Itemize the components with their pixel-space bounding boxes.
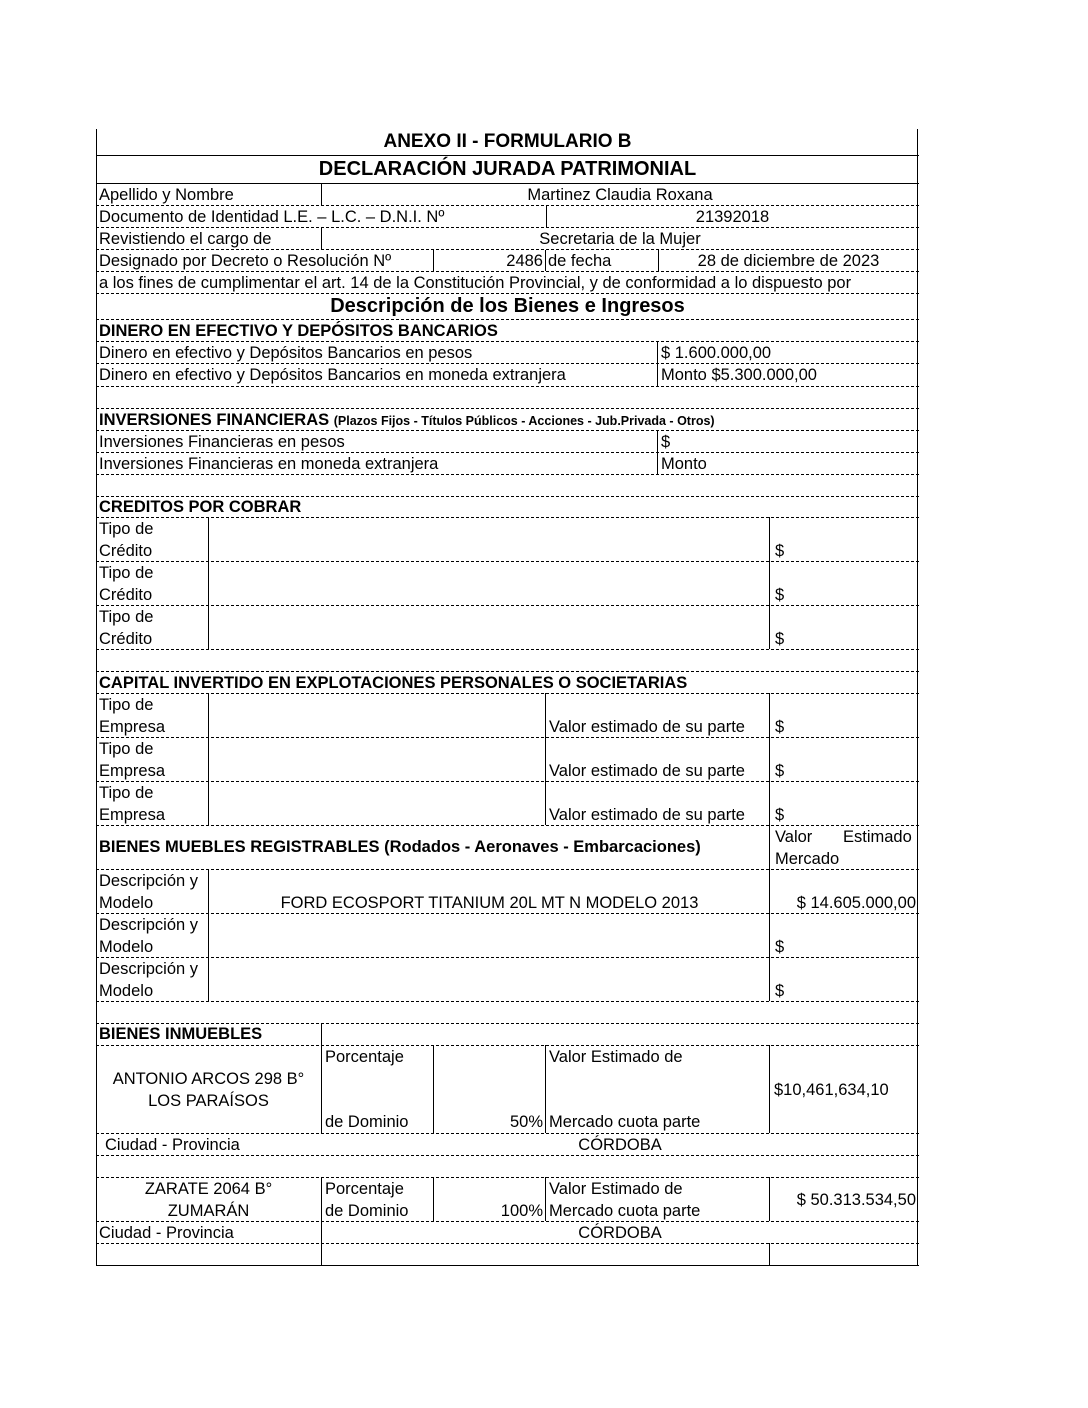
divider xyxy=(96,561,919,562)
cell-divider xyxy=(321,1023,322,1133)
divider xyxy=(96,1265,919,1266)
mueble-description-label: Descripción y xyxy=(99,872,199,890)
inversiones-pesos-label: Inversiones Financieras en pesos xyxy=(99,433,345,451)
mueble-amount: $ xyxy=(775,938,785,956)
inversiones-extranjera-label: Inversiones Financieras en moneda extranjera xyxy=(99,455,439,473)
porcentaje-label: de Dominio xyxy=(325,1202,409,1220)
mueble-description-label: Modelo xyxy=(99,982,154,1000)
empresa-type-label: Empresa xyxy=(99,806,166,824)
decreto-label: Designado por Decreto o Resolución Nº xyxy=(99,252,392,270)
document-value: 21392018 xyxy=(695,208,770,226)
porcentaje-value: 100% xyxy=(500,1202,543,1220)
valor-estimado-label: Valor Estimado de xyxy=(549,1048,683,1066)
section-title: Descripción de los Bienes e Ingresos xyxy=(330,295,685,317)
empresa-amount: $ xyxy=(775,762,785,780)
inmueble-amount: $ 50.313.534,50 xyxy=(796,1191,916,1209)
porcentaje-value: 50% xyxy=(509,1113,543,1131)
mueble-description-label: Descripción y xyxy=(99,916,199,934)
cell-divider xyxy=(769,1243,770,1265)
dinero-extranjera-value: Monto $5.300.000,00 xyxy=(661,366,817,384)
credito-type-label: Tipo de xyxy=(99,608,154,626)
cell-divider xyxy=(769,1177,770,1221)
cargo-label: Revistiendo el cargo de xyxy=(99,230,272,248)
ciudad-label: Ciudad - Provincia xyxy=(105,1136,240,1154)
mueble-description-value: FORD ECOSPORT TITANIUM 20L MT N MODELO 2013 xyxy=(280,894,699,912)
credito-amount: $ xyxy=(775,586,785,604)
dinero-extranjera-label: Dinero en efectivo y Depósitos Bancarios en moneda extranjera xyxy=(99,366,566,384)
declaracion-jurada-form xyxy=(96,0,919,1408)
porcentaje-label: de Dominio xyxy=(325,1113,409,1131)
valor-estimado-label: Mercado cuota parte xyxy=(549,1202,701,1220)
divider xyxy=(96,386,919,387)
empresa-amount: $ xyxy=(775,806,785,824)
ciudad-value: CÓRDOBA xyxy=(578,1224,662,1242)
porcentaje-label: Porcentaje xyxy=(325,1048,404,1066)
cell-divider xyxy=(545,693,546,825)
credito-type-label: Tipo de xyxy=(99,520,154,538)
document-label: Documento de Identidad L.E. – L.C. – D.N.I. Nº xyxy=(99,208,445,226)
muebles-valor-label: Estimado xyxy=(843,828,912,846)
ciudad-value: CÓRDOBA xyxy=(578,1136,662,1154)
credito-amount: $ xyxy=(775,630,785,648)
cell-divider xyxy=(769,693,770,825)
porcentaje-label: Porcentaje xyxy=(325,1180,404,1198)
divider xyxy=(96,913,919,914)
cell-divider xyxy=(208,693,209,825)
credito-type-label: Crédito xyxy=(99,586,153,604)
mueble-description-label: Modelo xyxy=(99,938,154,956)
divider xyxy=(96,693,919,694)
cell-divider xyxy=(321,184,322,205)
inversiones-heading xyxy=(99,409,715,432)
valor-estimado-label: Valor Estimado de xyxy=(549,1180,683,1198)
credito-type-label: Crédito xyxy=(99,542,153,560)
capital-heading: CAPITAL INVERTIDO EN EXPLOTACIONES PERSONALES O SOCIETARIAS xyxy=(99,674,688,692)
cell-divider xyxy=(545,1045,546,1133)
cell-divider xyxy=(433,250,434,271)
inmuebles-heading: BIENES INMUEBLES xyxy=(99,1025,263,1043)
divider xyxy=(96,605,919,606)
empresa-type-label: Tipo de xyxy=(99,740,154,758)
divider xyxy=(96,869,919,870)
cell-divider xyxy=(321,228,322,249)
form-title: DECLARACIÓN JURADA PATRIMONIAL xyxy=(318,158,697,180)
mueble-amount: $ xyxy=(775,982,785,1000)
fines-text: a los fines de cumplimentar el art. 14 de la Constitución Provincial, y de conformidad a lo dispuesto por xyxy=(99,274,852,292)
name-value: Martinez Claudia Roxana xyxy=(527,186,713,204)
valor-estimado-label: Valor estimado de su parte xyxy=(549,762,745,780)
valor-estimado-label: Valor estimado de su parte xyxy=(549,806,745,824)
inversiones-heading-main: INVERSIONES FINANCIERAS xyxy=(99,411,330,429)
divider xyxy=(96,517,919,518)
credito-type-label: Tipo de xyxy=(99,564,154,582)
inmueble-address: LOS PARAÍSOS xyxy=(148,1092,269,1110)
cargo-value: Secretaria de la Mujer xyxy=(539,230,701,248)
dinero-pesos-label: Dinero en efectivo y Depósitos Bancarios en pesos xyxy=(99,344,473,362)
divider xyxy=(96,957,919,958)
inmueble-address: ANTONIO ARCOS 298 B° xyxy=(112,1070,305,1088)
mueble-description-label: Modelo xyxy=(99,894,154,912)
divider xyxy=(96,293,919,294)
mueble-description-label: Descripción y xyxy=(99,960,199,978)
cell-divider xyxy=(769,1045,770,1133)
empresa-type-label: Empresa xyxy=(99,762,166,780)
divider xyxy=(96,737,919,738)
inmueble-address: ZUMARÁN xyxy=(167,1202,250,1220)
divider xyxy=(96,474,919,475)
cell-divider xyxy=(208,517,209,649)
divider xyxy=(96,1001,919,1002)
fecha-label: de fecha xyxy=(548,252,612,270)
divider xyxy=(96,1243,919,1244)
cell-divider xyxy=(208,869,209,1001)
empresa-type-label: Empresa xyxy=(99,718,166,736)
divider xyxy=(96,649,919,650)
empresa-type-label: Tipo de xyxy=(99,696,154,714)
inversiones-pesos-value: $ xyxy=(661,433,671,451)
divider xyxy=(96,155,919,156)
inmueble-address: ZARATE 2064 B° xyxy=(144,1180,273,1198)
dinero-heading: DINERO EN EFECTIVO Y DEPÓSITOS BANCARIOS xyxy=(99,322,498,340)
muebles-valor-label: Valor xyxy=(775,828,813,846)
empresa-amount: $ xyxy=(775,718,785,736)
decreto-value: 2486 xyxy=(506,252,543,270)
cell-divider xyxy=(657,342,658,386)
annex-title: ANEXO II - FORMULARIO B xyxy=(383,131,632,152)
cell-divider xyxy=(433,1177,434,1221)
divider xyxy=(96,1045,919,1046)
inversiones-extranjera-value: Monto xyxy=(661,455,707,473)
valor-estimado-label: Valor estimado de su parte xyxy=(549,718,745,736)
cell-divider xyxy=(658,250,659,271)
cell-divider xyxy=(546,206,547,227)
inversiones-heading-note: (Plazos Fijos - Títulos Públicos - Acciones - Jub.Privada - Otros) xyxy=(333,414,715,428)
credito-type-label: Crédito xyxy=(99,630,153,648)
empresa-type-label: Tipo de xyxy=(99,784,154,802)
inmueble-amount: $10,461,634,10 xyxy=(774,1081,889,1099)
ciudad-label: Ciudad - Provincia xyxy=(99,1224,234,1242)
divider xyxy=(96,1155,919,1156)
divider xyxy=(96,781,919,782)
credito-amount: $ xyxy=(775,542,785,560)
cell-divider xyxy=(545,1177,546,1221)
creditos-heading: CREDITOS POR COBRAR xyxy=(99,498,302,516)
dinero-pesos-value: $ 1.600.000,00 xyxy=(661,344,772,362)
fecha-value: 28 de diciembre de 2023 xyxy=(697,252,880,270)
valor-estimado-label: Mercado cuota parte xyxy=(549,1113,701,1131)
name-label: Apellido y Nombre xyxy=(99,186,234,204)
muebles-heading: BIENES MUEBLES REGISTRABLES (Rodados - Aeronaves - Embarcaciones) xyxy=(99,838,701,856)
cell-divider xyxy=(545,250,546,271)
muebles-valor-label: Mercado xyxy=(775,850,840,868)
mueble-amount: $ 14.605.000,00 xyxy=(796,894,916,912)
cell-divider xyxy=(433,1045,434,1133)
cell-divider xyxy=(769,517,770,649)
